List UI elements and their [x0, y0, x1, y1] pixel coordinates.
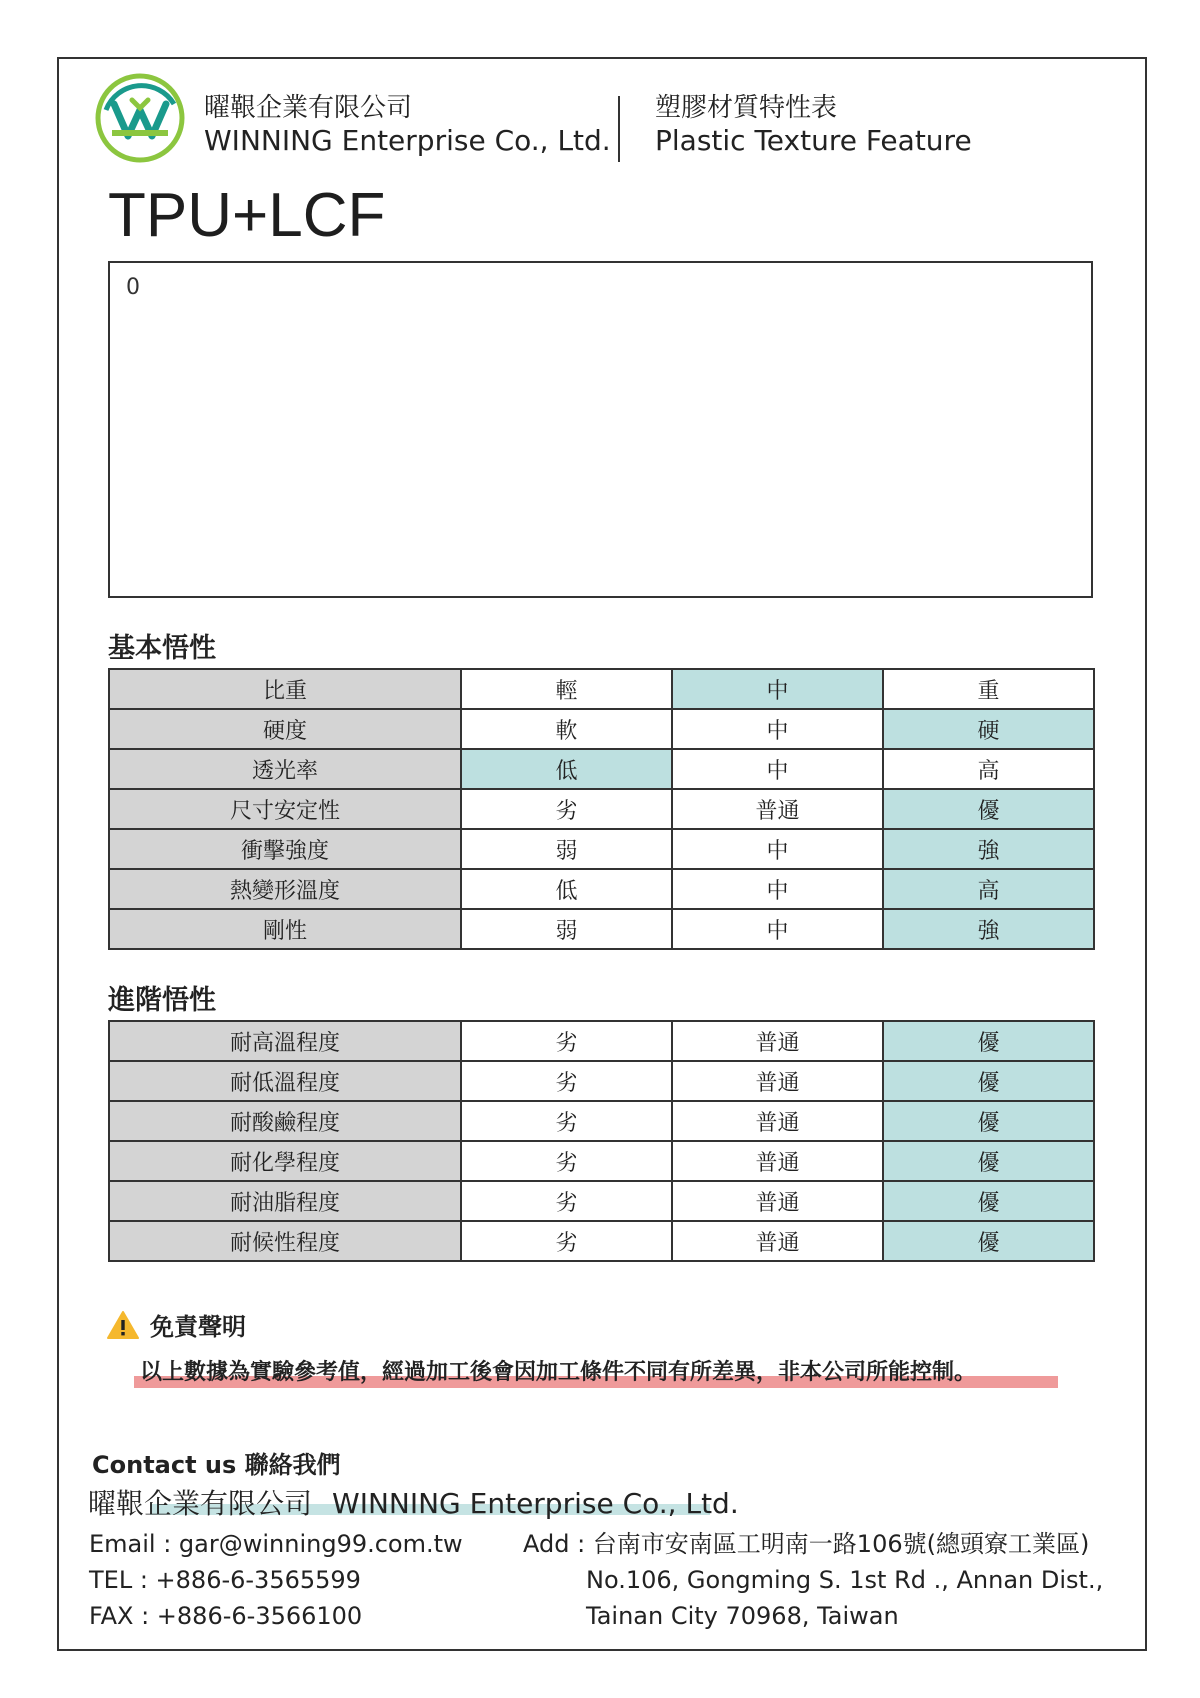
property-option-selected: 中 — [672, 669, 883, 709]
property-option-selected: 高 — [883, 869, 1094, 909]
basic-properties-title: 基本悟性 — [108, 633, 216, 664]
advanced-properties-title: 進階悟性 — [108, 985, 216, 1016]
property-option-selected: 優 — [883, 1221, 1094, 1261]
contact-fax: FAX : +886-6-3566100 — [89, 1602, 363, 1630]
disclaimer-text: 以上數據為實驗參考值，經過加工後會因加工條件不同有所差異，非本公司所能控制。 — [140, 1360, 977, 1385]
property-row — [109, 869, 1094, 909]
property-row — [109, 1061, 1094, 1101]
contact-email[interactable]: Email : gar@winning99.com.tw — [89, 1530, 463, 1558]
contact-company-en: WINNING Enterprise Co., Ltd. — [332, 1487, 739, 1520]
company-logo — [92, 70, 188, 166]
property-option: 輕 — [461, 669, 672, 709]
property-option: 中 — [672, 749, 883, 789]
property-row — [109, 829, 1094, 869]
property-option-selected: 硬 — [883, 709, 1094, 749]
property-option: 劣 — [461, 1141, 672, 1181]
property-option: 普通 — [672, 1181, 883, 1221]
address-line-3: Tainan City 70968, Taiwan — [586, 1602, 899, 1630]
property-row — [109, 749, 1094, 789]
contact-company-cn: 曜鞎企業有限公司 — [88, 1487, 313, 1520]
product-image-box — [108, 261, 1093, 598]
basic-properties-table — [108, 668, 1095, 950]
contact-title: Contact us 聯絡我們 — [92, 1451, 341, 1479]
property-option: 重 — [883, 669, 1094, 709]
address-line-1: Add : 台南市安南區工明南一路106號(總頭寮工業區) — [523, 1530, 1090, 1558]
property-option-selected: 優 — [883, 1141, 1094, 1181]
property-row — [109, 789, 1094, 829]
property-label: 尺寸安定性 — [109, 789, 461, 829]
property-label: 硬度 — [109, 709, 461, 749]
property-option: 中 — [672, 869, 883, 909]
company-name-en: WINNING Enterprise Co., Ltd. — [204, 124, 611, 157]
document-title-en: Plastic Texture Feature — [655, 124, 972, 157]
property-row — [109, 909, 1094, 949]
property-option: 中 — [672, 909, 883, 949]
advanced-properties-table — [108, 1020, 1095, 1262]
property-option-selected: 優 — [883, 1101, 1094, 1141]
document-title-cn: 塑膠材質特性表 — [655, 93, 838, 123]
document-title-block — [655, 92, 972, 158]
property-option: 弱 — [461, 909, 672, 949]
property-option-selected: 優 — [883, 789, 1094, 829]
contact-address — [523, 1526, 1103, 1634]
property-option-selected: 優 — [883, 1021, 1094, 1061]
property-option: 中 — [672, 709, 883, 749]
property-option: 低 — [461, 869, 672, 909]
property-label: 耐油脂程度 — [109, 1181, 461, 1221]
property-option: 普通 — [672, 1021, 883, 1061]
property-label: 比重 — [109, 669, 461, 709]
property-option: 劣 — [461, 1221, 672, 1261]
property-label: 熱變形溫度 — [109, 869, 461, 909]
product-title: TPU+LCF — [108, 181, 386, 250]
property-option: 中 — [672, 829, 883, 869]
property-row — [109, 669, 1094, 709]
property-row — [109, 1101, 1094, 1141]
property-option-selected: 強 — [883, 909, 1094, 949]
property-option: 弱 — [461, 829, 672, 869]
property-row — [109, 1141, 1094, 1181]
property-row — [109, 1221, 1094, 1261]
company-name-cn: 曜鞎企業有限公司 — [204, 93, 413, 123]
contact-company — [88, 1482, 739, 1522]
contact-details — [89, 1526, 463, 1634]
warning-icon — [106, 1310, 140, 1340]
property-label: 透光率 — [109, 749, 461, 789]
property-row — [109, 1181, 1094, 1221]
property-option: 劣 — [461, 1061, 672, 1101]
property-option-selected: 強 — [883, 829, 1094, 869]
property-option: 普通 — [672, 789, 883, 829]
property-label: 耐化學程度 — [109, 1141, 461, 1181]
property-option: 高 — [883, 749, 1094, 789]
property-label: 耐低溫程度 — [109, 1061, 461, 1101]
property-label: 耐高溫程度 — [109, 1021, 461, 1061]
property-label: 耐酸鹼程度 — [109, 1101, 461, 1141]
property-option: 普通 — [672, 1061, 883, 1101]
property-row — [109, 1021, 1094, 1061]
disclaimer-title: 免責聲明 — [150, 1313, 246, 1341]
property-option: 普通 — [672, 1141, 883, 1181]
property-option: 普通 — [672, 1101, 883, 1141]
property-label: 剛性 — [109, 909, 461, 949]
property-option-selected: 低 — [461, 749, 672, 789]
property-option: 軟 — [461, 709, 672, 749]
property-label: 衝擊強度 — [109, 829, 461, 869]
header-divider — [618, 96, 620, 162]
property-row — [109, 709, 1094, 749]
property-option: 劣 — [461, 789, 672, 829]
property-option: 普通 — [672, 1221, 883, 1261]
company-header — [204, 92, 611, 158]
image-placeholder-text: 0 — [126, 275, 140, 300]
contact-tel: TEL : +886-6-3565599 — [89, 1566, 361, 1594]
property-option-selected: 優 — [883, 1181, 1094, 1221]
property-option: 劣 — [461, 1181, 672, 1221]
property-option-selected: 優 — [883, 1061, 1094, 1101]
disclaimer-header — [106, 1307, 246, 1342]
address-line-2: No.106, Gongming S. 1st Rd ., Annan Dist., — [586, 1566, 1104, 1594]
property-option: 劣 — [461, 1101, 672, 1141]
property-option: 劣 — [461, 1021, 672, 1061]
property-label: 耐候性程度 — [109, 1221, 461, 1261]
